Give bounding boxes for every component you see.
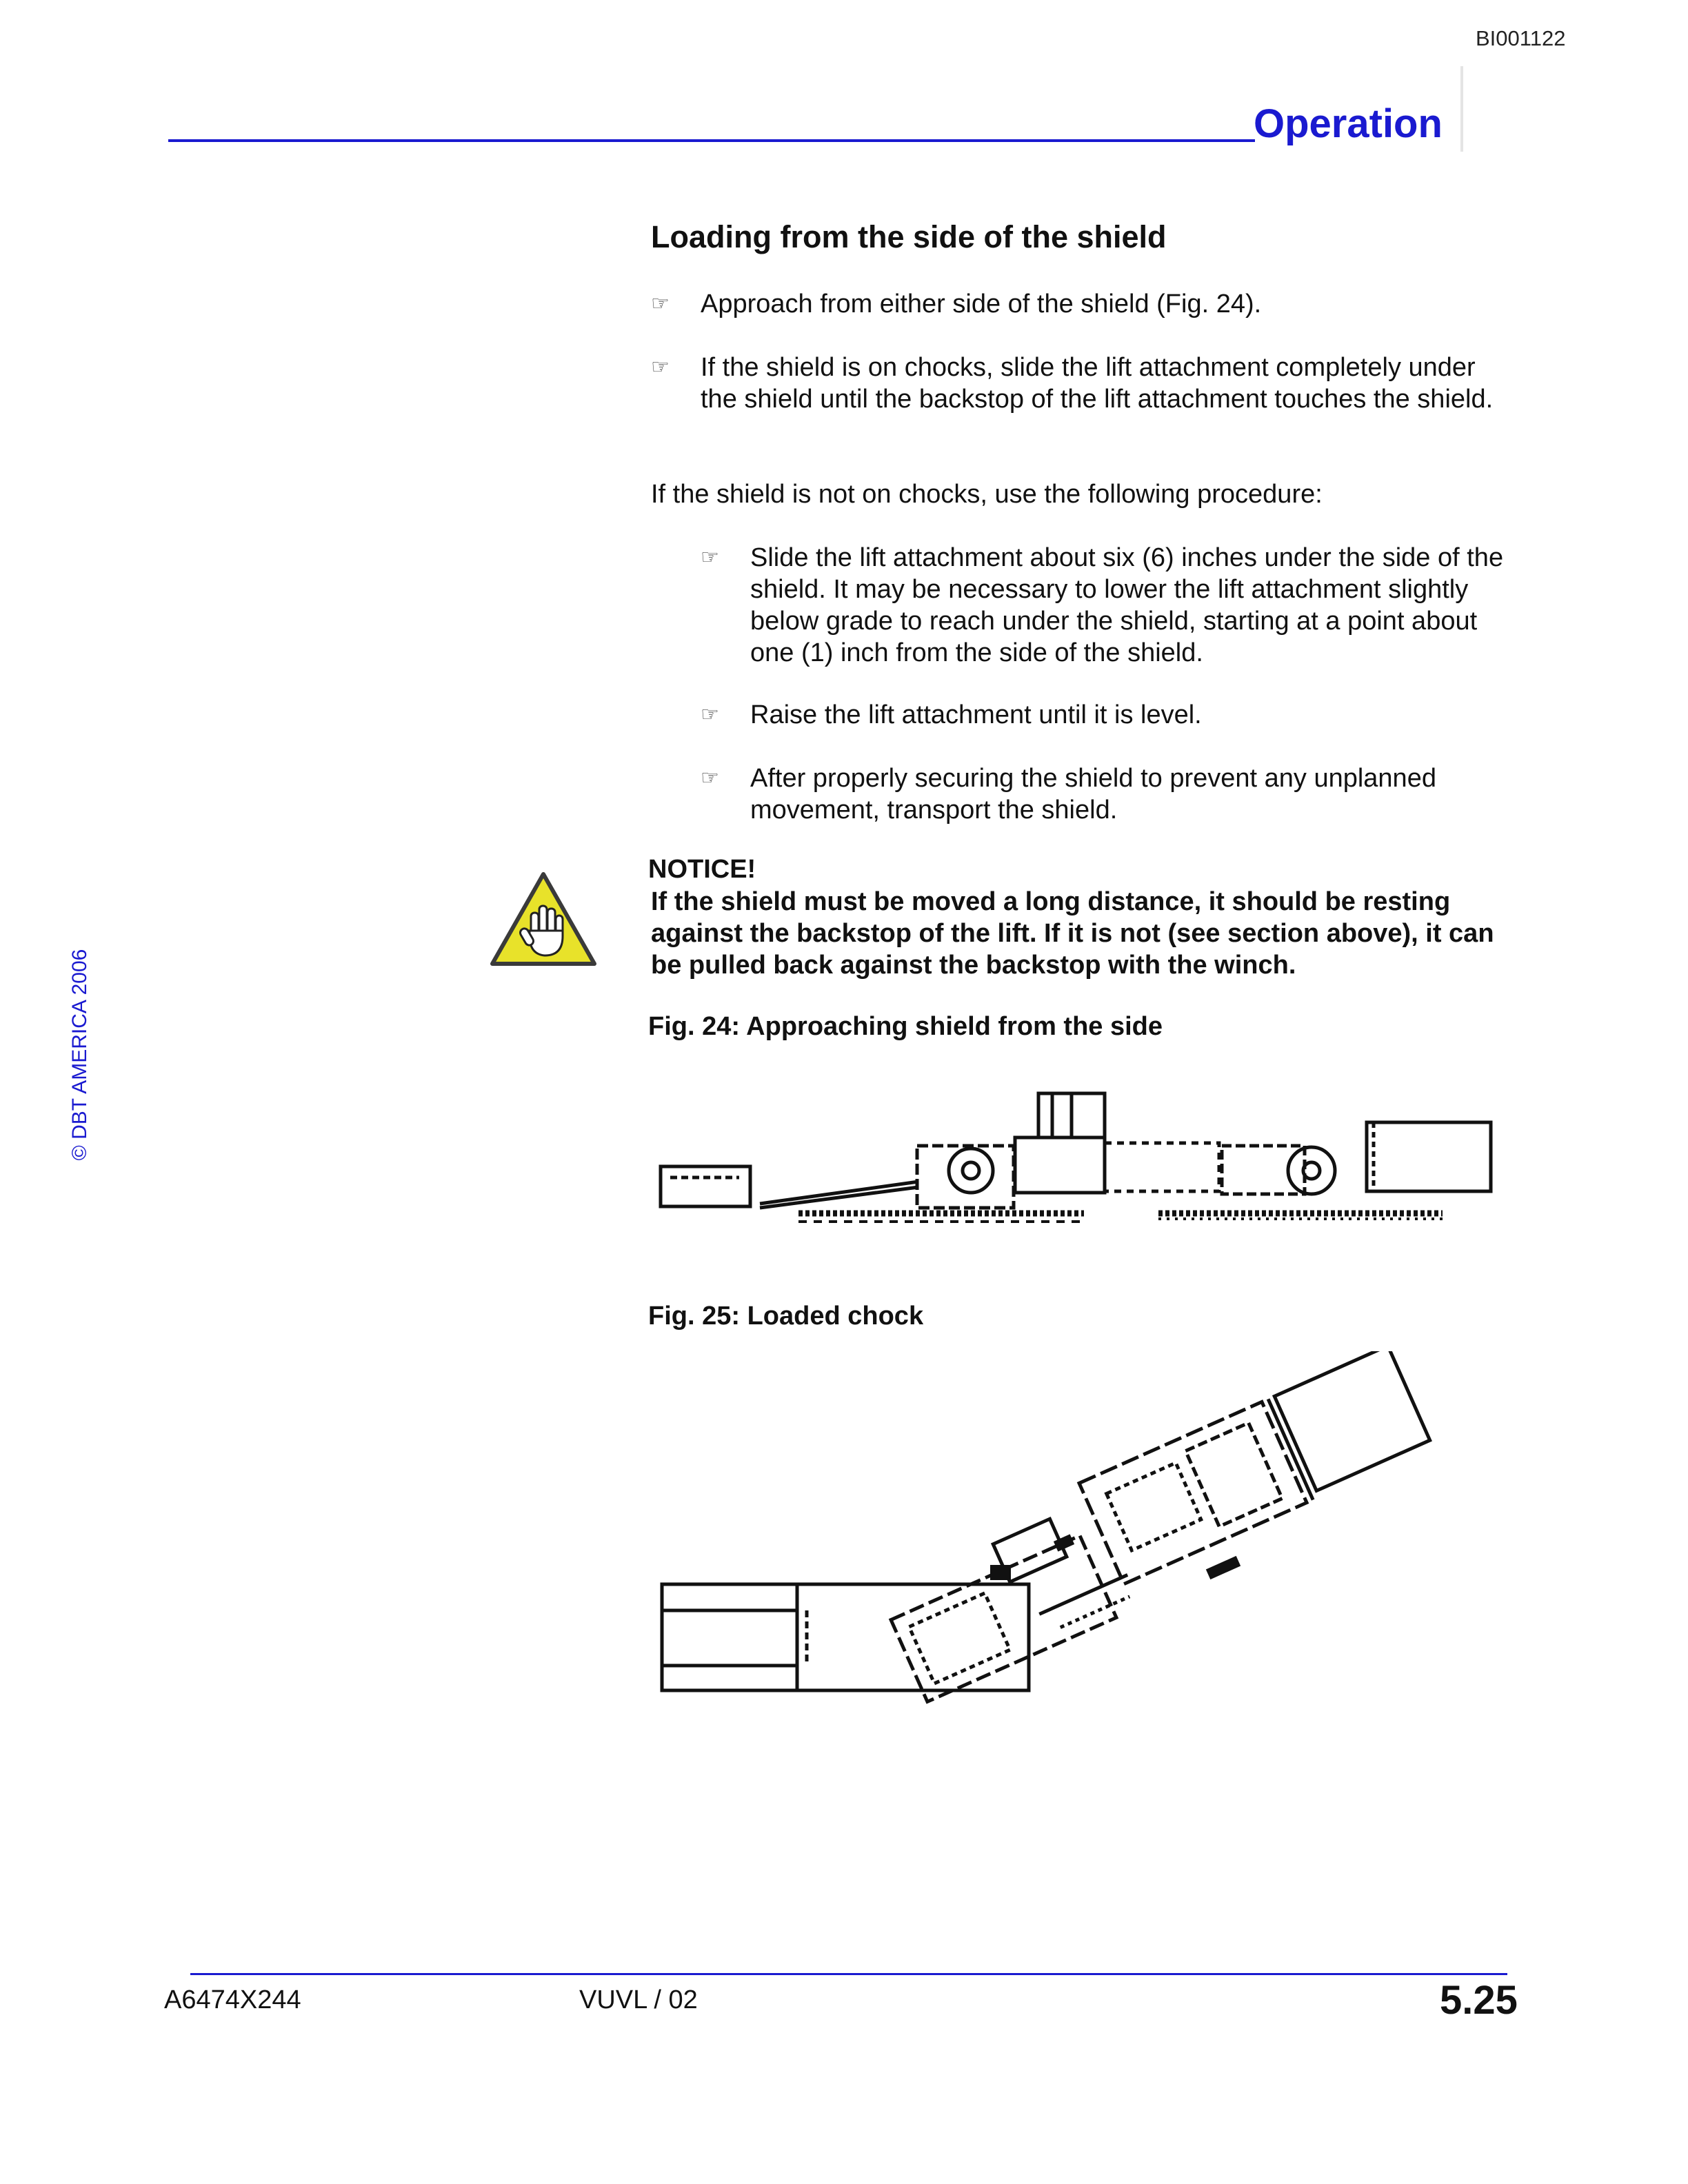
document-id: BI001122 bbox=[1476, 26, 1566, 50]
list-item bbox=[701, 762, 1507, 826]
footer-version: VUVL / 02 bbox=[579, 1985, 698, 2014]
notice-text: If the shield must be moved a long distance, it should be resting against the backstop of the lift. If it is not (see section above), it can be pulled back against the backstop with the winch. bbox=[651, 887, 1494, 980]
warning-hand-icon bbox=[488, 870, 599, 968]
pointing-hand-icon: ☞ bbox=[701, 767, 719, 789]
list-item bbox=[651, 288, 1513, 320]
section-title: Operation bbox=[1254, 101, 1443, 146]
notice-title: NOTICE! bbox=[648, 855, 756, 884]
list-item bbox=[651, 352, 1513, 415]
copyright-note: © DBT AMERICA 2006 bbox=[68, 949, 91, 1161]
pointing-hand-icon: ☞ bbox=[651, 356, 670, 378]
list-item-text: If the shield is on chocks, slide the lift attachment completely under the shield until the backstop of the lift attachment touches the shield. bbox=[701, 353, 1494, 414]
pointing-hand-icon: ☞ bbox=[701, 546, 719, 569]
list-item-text: Slide the lift attachment about six (6) inches under the side of the shield. It may be necessary to lower the lift attachment slightly below grade to reach under the shield, starting at a point about one (1) inch from the side of the shield. bbox=[750, 543, 1504, 667]
list-item bbox=[701, 699, 1507, 731]
footer-rule bbox=[190, 1973, 1507, 1975]
list-item bbox=[701, 542, 1507, 669]
list-item-text: Approach from either side of the shield (Fig. 24). bbox=[701, 290, 1262, 318]
list-item-text: After properly securing the shield to prevent any unplanned movement, transport the shield. bbox=[750, 764, 1436, 825]
procedure-intro: If the shield is not on chocks, use the following procedure: bbox=[651, 480, 1323, 509]
figure-25-loaded-chock bbox=[641, 1351, 1524, 1710]
pointing-hand-icon: ☞ bbox=[651, 292, 670, 315]
figure-caption: Fig. 25: Loaded chock bbox=[648, 1302, 924, 1331]
figure-24-loader-side-view bbox=[643, 1074, 1523, 1246]
pointing-hand-icon: ☞ bbox=[701, 703, 719, 726]
list-item-text: Raise the lift attachment until it is level. bbox=[750, 700, 1202, 729]
section-rule bbox=[168, 139, 1255, 142]
page-number: 5.25 bbox=[1440, 1978, 1518, 2023]
page-heading: Loading from the side of the shield bbox=[651, 219, 1167, 254]
figure-caption: Fig. 24: Approaching shield from the side bbox=[648, 1012, 1163, 1041]
footer-document-code: A6474X244 bbox=[164, 1985, 301, 2014]
section-margin-mark bbox=[1460, 66, 1463, 152]
